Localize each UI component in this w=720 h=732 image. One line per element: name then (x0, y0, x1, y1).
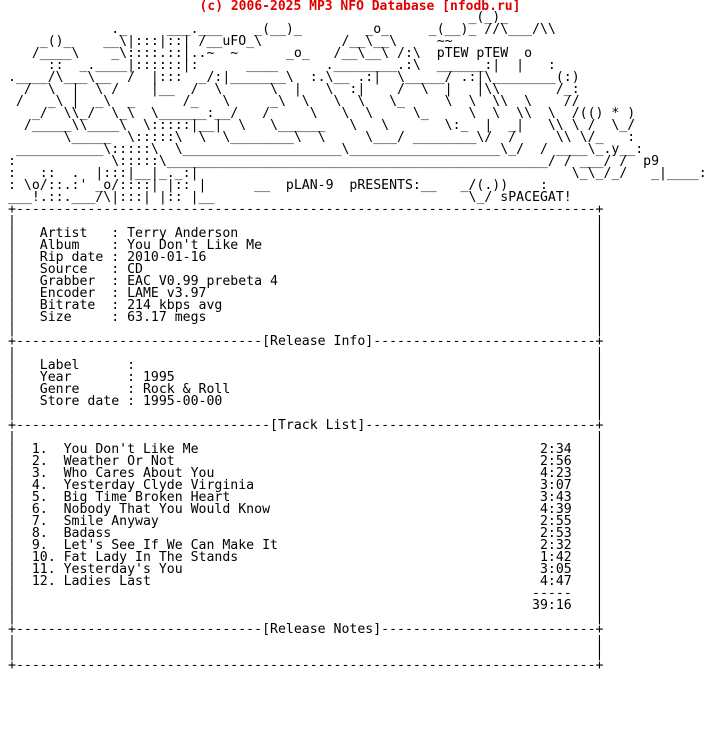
site-copyright-header: (c) 2006-2025 MP3 NFO Database [nfodb.ru] (199, 0, 521, 14)
nfo-text-content: _(_)_ ._ ___.___ _(__)_ _o_ _(__)_ //\___/\\ _()_ __\|:::|::| /__uFO_\ /__\__\ ~~ /____\ _\::::.::|..~ ~ _o_ /__\__\ /:\ pTEW pTEW o :: _.____|::::::|: ____ .________.:\ ______:| | : .____/\___\__ / |::: _/:|_______\ :.\__ .:| \_____/ .:|\________(:) / \ | \ / |__ / \ \ | \ :| / \ | |\\ /_: / _\ | _\ _ /_ \ _\ \ \ \ \_ \ \ \\ \ // _/ \\_/ \_\ \______:__/ / \ \ \ \_ \ \ \\ \ /(() * ) /_____\\____\ \:::::|__| \ \______ \ \ \:_ | _| \\ \ / \_/ \_____ \:::::\ \ \________\ \ \___/ ________\/ / \\ \/_ : ___________\:::::\ \____________________\___________________\_/ / ____\_.y__: : \:::::\________________________________________________/ / ___/ / p9 : :: . |:::|__|_._:| \_\_/_/ _|____: : \o/::.:' _o/::::| |:: | __ pLAN-9 pRESENTS:__ _/(.)) : ___!.::.___/\|:::| |:: |__ \_/ sPACEGAT! +-------------------------------------------------------------------------+ | | | Artist : Terry Anderson | | Album : You Don't Like Me | | Rip date : 2010-01-16 | | Source : CD | | Grabber : EAC V0.99 prebeta 4 | | Encoder : LAME v3.97 | | Bitrate : 214 kbps avg | | Size : 63.17 megs | | | +-------------------------------[Release Info]----------------------------+ | | | Label : | | Year : 1995 | | Genre : Rock & Roll | | Store date : 1995-00-00 | | | +--------------------------------[Track List]-----------------------------+ | | | 1. You Don't Like Me 2:34 | | 2. Weather Or Not 2:56 | | 3. Who Cares About You 4:23 | | 4. Yesterday Clyde Virginia 3:07 | | 5. Big Time Broken Heart 3:43 | | 6. Nobody That You Would Know 4:39 | | 7. Smile Anyway 2:55 | | 8. Badass 2:53 | | 9. Let's See If We Can Make It 2:32 | | 10. Fat Lady In The Stands 1:42 | | 11. Yesterday's You 3:05 | | 12. Ladies Last 4:47 | | ----- | | 39:16 | | | +-------------------------------[Release Notes]---------------------------+ | | | | +-------------------------------------------------------------------------+ (8, 10, 707, 673)
